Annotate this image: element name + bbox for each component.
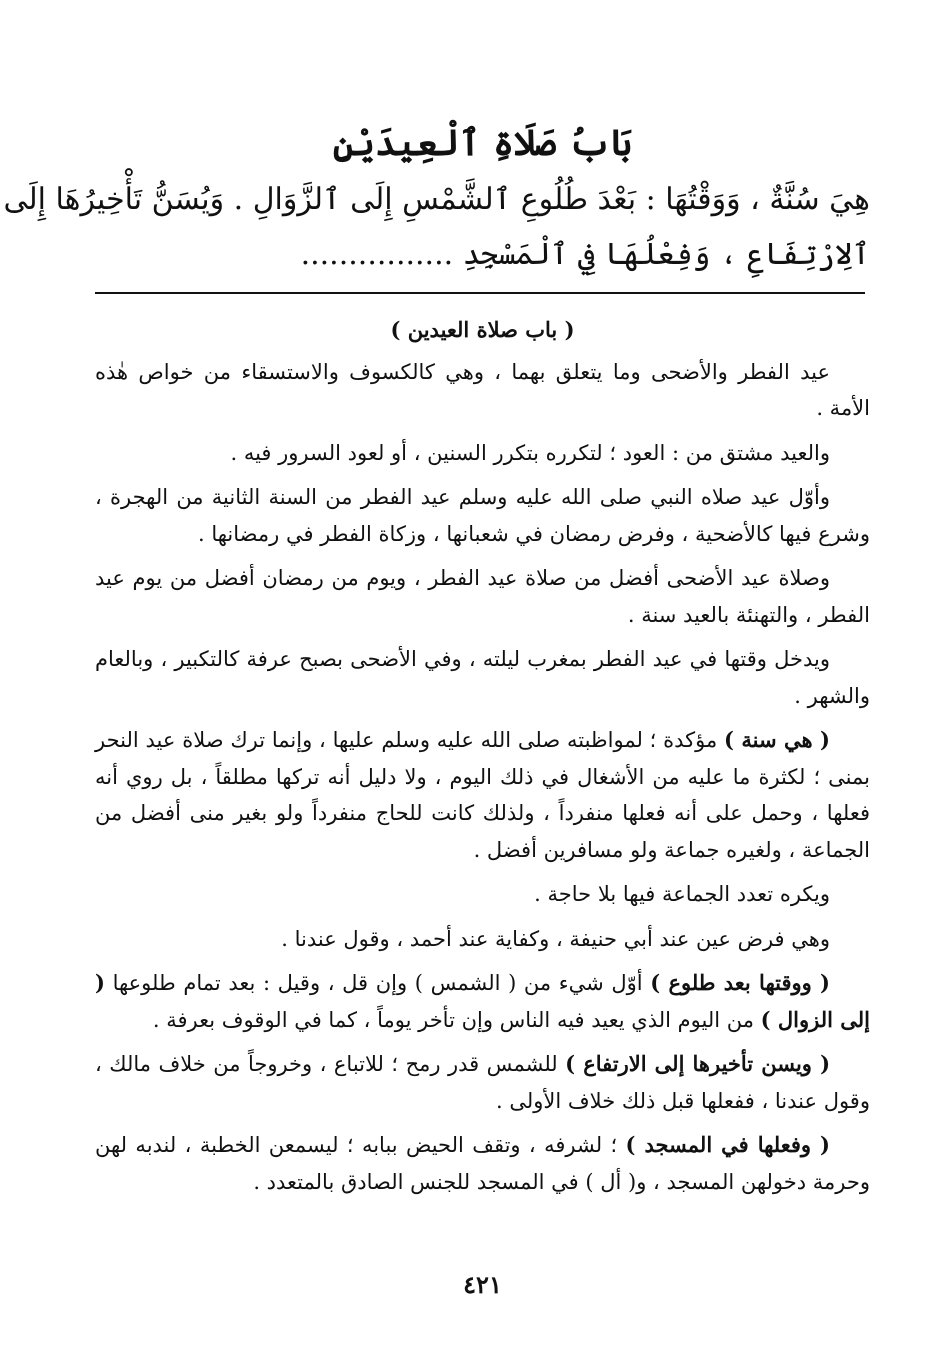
matn-line-2 (95, 227, 870, 282)
matn-dots: ................ (300, 237, 454, 272)
paragraph-8: وهي فرض عين عند أبي حنيفة ، وكفاية عند أحمد ، وقول عندنا . (281, 926, 830, 951)
paragraph-1: عيد الفطر والأضحى وما يتعلق بهما ، وهي كالكسوف والاستسقاء من خواص هٰذه الأمة . (95, 359, 870, 420)
commentary-heading: ( باب صلاة العيدين ) (390, 317, 575, 342)
paragraph-7: ويكره تعدد الجماعة فيها بلا حاجة . (534, 882, 830, 906)
paragraph-10-matn-quote: ( ويسن تأخيرها إلى الارتفاع ) (565, 1051, 830, 1076)
matn-line-1: هِيَ سُنَّةٌ ، وَوَقْتُهَا : بَعْدَ طُلُوعِ ٱلشَّمْسِ إِلَى ٱلزَّوَالِ . وَيُسَنُّ تَأْخِيرُهَا إِلَى (3, 182, 870, 217)
matn-text (3, 172, 870, 282)
paragraph-9 (95, 965, 870, 1038)
paragraph-9-text-2: من اليوم الذي يعيد فيه الناس وإن تأخر يوماً ، كما في الوقوف بعرفة . (152, 1007, 761, 1032)
paragraph-9-matn-quote-1: ( ووقتها بعد طلوع ) (650, 970, 830, 995)
paragraph-10-text: للشمس قدر رمح ؛ للاتباع ، وخروجاً من خلاف مالك ، وقول عندنا ، ففعلها قبل ذلك خلاف الأولى . (95, 1052, 870, 1113)
paragraph-6 (95, 722, 870, 868)
paragraph-6-text: مؤكدة ؛ لمواظبته صلى الله عليه وسلم عليها ، وإنما ترك صلاة عيد النحر بمنى ؛ لكثرة ما عليه من الأشغال في ذلك اليوم ، ولا دليل أنه تركها مطلقاً ، بل روي أنه فعلها ، وحمل على أنه فعلها منفرداً ، ولذلك كانت للحاج منفرداً ولو بغير منى أفضل من الجماعة ، ولغيره جماعة ولو مسافرين أفضل . (95, 728, 871, 862)
paragraph-3: وأوّل عيد صلاه النبي صلى الله عليه وسلم عيد الفطر من السنة الثانية من الهجرة ، وشرع فيها كالأضحية ، وفرض رمضان في شعبانها ، وزكاة الفطر في رمضانها . (95, 485, 870, 546)
paragraph-11-text: ؛ لشرفه ، وتقف الحيض ببابه ؛ ليسمعن الخطبة ، لندبه لهن وحرمة دخولهن المسجد ، و( أل ) في المسجد للجنس الصادق بالمتعدد . (95, 1133, 870, 1194)
book-page (3, 0, 871, 1371)
paragraph-6-matn-quote: ( هي سنة ) (724, 727, 830, 752)
chapter-title: بَابُ صَلَاةِ ٱلْعِيدَيْنِ (332, 122, 633, 164)
paragraph-5: ويدخل وقتها في عيد الفطر بمغرب ليلته ، وفي الأضحى بصبح عرفة كالتكبير ، وبالعام والشهر . (95, 647, 870, 708)
paragraph-9-text-1: أوّل شيء من ( الشمس ) وإن قل ، وقيل : بعد تمام طلوعها (104, 971, 651, 995)
commentary-text (95, 312, 870, 1208)
section-separator (95, 292, 865, 294)
page-number: ٤٢١ (463, 1270, 502, 1299)
paragraph-11 (95, 1127, 870, 1200)
paragraph-2: والعيد مشتق من : العود ؛ لتكرره بتكرر السنين ، أو لعود السرور فيه . (230, 440, 830, 465)
paragraph-10 (95, 1046, 870, 1119)
paragraph-4: وصلاة عيد الأضحى أفضل من صلاة عيد الفطر ، ويوم من رمضان أفضل من يوم عيد الفطر ، والتهنئة بالعيد سنة . (95, 566, 870, 627)
paragraph-9-matn-quote-2: ( إلى الزوال ) (95, 970, 870, 1032)
matn-line-2-text: ٱلِارْتِفَاعِ ، وَفِعْلُهَا فِي ٱلْمَسْجِدِ (462, 237, 870, 272)
paragraph-11-matn-quote: ( وفعلها في المسجد ) (625, 1132, 830, 1157)
